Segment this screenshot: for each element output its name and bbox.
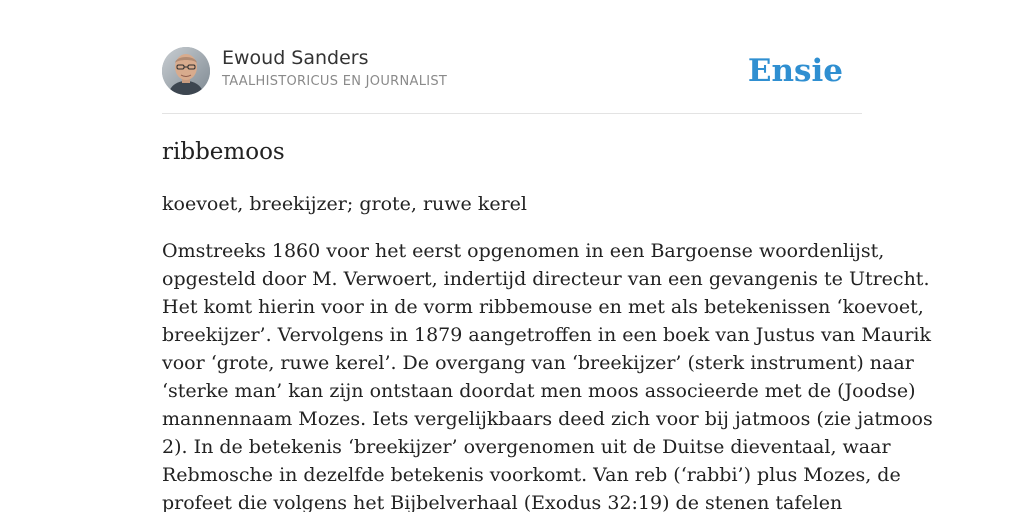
author-name[interactable]: Ewoud Sanders xyxy=(222,47,369,69)
entry-summary: koevoet, breekijzer; grote, ruwe kerel xyxy=(162,193,527,215)
entry-body-line: voor ‘grote, ruwe kerel’. De overgang van ‘breekijzer’ (sterk instrument) naar xyxy=(162,352,914,374)
entry-body-line: mannennaam Mozes. Iets vergelijkbaars deed zich voor bij jatmoos (zie jatmoos xyxy=(162,408,933,430)
entry-body-line: breekijzer’. Vervolgens in 1879 aangetroffen in een boek van Justus van Maurik xyxy=(162,324,932,346)
author-role: TAALHISTORICUS EN JOURNALIST xyxy=(222,74,448,89)
entry-body-line: Rebmosche in dezelfde betekenis voorkomt. Van reb (‘rabbi’) plus Mozes, de xyxy=(162,464,901,486)
entry-body-line: Het komt hierin voor in de vorm ribbemouse en met als betekenissen ‘koevoet, xyxy=(162,296,924,318)
header-divider xyxy=(162,113,862,114)
author-header xyxy=(162,46,862,96)
entry-body-line: profeet die volgens het Bijbelverhaal (Exodus 32:19) de stenen tafelen xyxy=(162,492,843,512)
entry-body-line: ‘sterke man’ kan zijn ontstaan doordat men moos associeerde met de (Joodse) xyxy=(162,380,916,402)
ensie-logo-link[interactable]: Ensie xyxy=(747,53,843,89)
avatar-portrait-icon xyxy=(162,47,210,95)
entry-body-line: 2). In de betekenis ‘breekijzer’ overgenomen uit de Duitse dieventaal, waar xyxy=(162,436,891,458)
author-avatar[interactable] xyxy=(162,47,210,95)
entry-title: ribbemoos xyxy=(162,139,285,165)
entry-body-line: Omstreeks 1860 voor het eerst opgenomen in een Bargoense woordenlijst, xyxy=(162,240,885,262)
entry-body-line: opgesteld door M. Verwoert, indertijd directeur van een gevangenis te Utrecht. xyxy=(162,268,930,290)
entry-body xyxy=(162,237,933,512)
